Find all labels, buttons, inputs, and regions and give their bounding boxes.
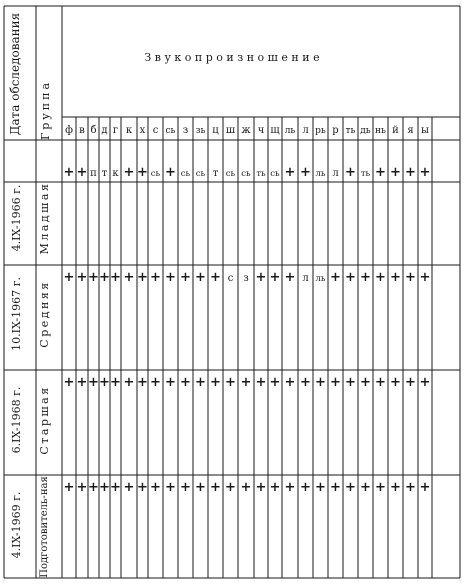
sound-header-cell: зь [195, 126, 206, 136]
sound-header-cell: б [90, 125, 97, 136]
sound-pronunciation-title: З в у к о п р о и з н о ш е н и е [144, 51, 320, 64]
table-cell: с [227, 273, 234, 284]
sound-header-cell: я [407, 125, 414, 136]
table-cell: + [330, 375, 341, 390]
table-cell: + [405, 375, 416, 390]
sound-header-cell: л [302, 125, 309, 136]
table-cell: сь [270, 169, 280, 179]
table-cell: + [165, 270, 176, 285]
table-cell: + [330, 480, 341, 495]
date-column-header: Дата обследования [8, 12, 22, 136]
table-cell: + [419, 480, 431, 495]
sound-header-cell: х [139, 125, 146, 136]
table-cell: + [180, 480, 191, 495]
sound-header-cell: в [79, 125, 85, 136]
sound-header-cell: ф [65, 125, 73, 136]
table-cell: + [390, 165, 401, 180]
table-cell: + [360, 375, 371, 390]
table-cell: + [88, 270, 99, 285]
table-cell: + [300, 375, 311, 390]
table-cell: + [165, 480, 176, 495]
table-cell: сь [195, 169, 206, 179]
table-cell: + [375, 270, 386, 285]
table-cell: + [99, 480, 110, 495]
sound-header-cell: й [392, 125, 399, 136]
table-cell: + [110, 480, 121, 495]
table-cell: + [284, 165, 296, 180]
table-cell: + [345, 270, 356, 285]
row-group-3: Старшая [38, 385, 51, 455]
table-cell: + [110, 375, 121, 390]
table-cell: + [345, 165, 356, 180]
row-date-1: 4.IX-1966 г. [10, 184, 23, 252]
table-cell: + [390, 375, 401, 390]
table-cell: + [390, 270, 401, 285]
sound-header-cell: ц [212, 125, 219, 136]
table-cell: + [150, 480, 161, 495]
table-cell: + [210, 375, 221, 390]
table-cell: + [99, 270, 110, 285]
table-cell: + [180, 270, 191, 285]
table-cell: сь [225, 169, 236, 179]
table-cell: + [195, 480, 206, 495]
sound-header-cell: к [125, 125, 133, 136]
table-cell: + [375, 480, 386, 495]
table-cell: + [390, 480, 401, 495]
sound-header-cell: дь [360, 126, 371, 136]
table-cell: + [375, 375, 386, 390]
row-date-4: 4.IX-1969 г. [10, 491, 23, 559]
table-cell: + [137, 480, 148, 495]
table-cell: сь [180, 169, 191, 179]
table-cell: + [165, 165, 176, 180]
sound-header-cell: ж [241, 125, 251, 136]
table-cell: + [284, 480, 296, 495]
row-group-1: Младшая [38, 181, 51, 255]
table-cell: + [345, 375, 356, 390]
sound-header-cell: рь [315, 126, 326, 136]
table-cell: + [63, 165, 75, 180]
table-cell: ть [360, 169, 371, 179]
table-cell: + [405, 480, 416, 495]
table-cell: + [165, 375, 176, 390]
table-cell: + [405, 270, 416, 285]
table-cell: ль [315, 274, 326, 284]
table-cell: + [110, 270, 121, 285]
table-cell: + [180, 375, 191, 390]
table-cell: + [419, 270, 431, 285]
table-cell: + [137, 375, 148, 390]
table-cell: + [63, 375, 75, 390]
table-cell: + [123, 375, 135, 390]
table-cell: + [195, 270, 206, 285]
row-group-4: Подготовитель-ная [39, 476, 50, 578]
sound-header-cell: с [152, 125, 159, 136]
table-cell: + [63, 270, 75, 285]
sound-header-cell: ш [225, 125, 236, 136]
table-cell: т [212, 168, 219, 179]
table-cell: + [284, 270, 296, 285]
table-cell: + [255, 270, 267, 285]
table-cell: + [419, 375, 431, 390]
table-cell: + [195, 375, 206, 390]
table-cell: + [123, 165, 135, 180]
table-cell: + [255, 375, 267, 390]
table-cell: + [255, 480, 267, 495]
table-cell: + [88, 480, 99, 495]
table-cell: + [225, 375, 236, 390]
table-cell: + [76, 165, 88, 180]
group-column-header: Группа [39, 79, 52, 141]
sound-header-cell: р [332, 125, 339, 136]
table-cell: + [99, 375, 110, 390]
table-cell: + [76, 480, 88, 495]
table-cell: + [76, 375, 88, 390]
table-cell: + [419, 165, 431, 180]
row-group-2: Средняя [38, 280, 51, 348]
table-cell: ть [256, 169, 266, 179]
table-cell: + [269, 375, 281, 390]
sound-header-cell: нь [375, 126, 386, 136]
table-cell: + [150, 375, 161, 390]
table-cell: + [315, 375, 326, 390]
table-cell: + [123, 480, 135, 495]
table-cell: т [101, 168, 108, 179]
table-cell: + [375, 165, 386, 180]
table-cell: + [225, 480, 236, 495]
table-cell: + [210, 270, 221, 285]
table-cell: + [76, 270, 88, 285]
table-cell: + [240, 375, 252, 390]
table-cell: + [269, 480, 281, 495]
table-cell: + [210, 480, 221, 495]
table-cell: сь [241, 169, 251, 179]
sound-header-cell: ль [284, 126, 296, 136]
table-cell: + [240, 480, 252, 495]
table-cell: + [360, 270, 371, 285]
sound-header-cell: щ [270, 125, 280, 136]
sound-header-cell: ч [257, 125, 265, 136]
table-cell: + [315, 480, 326, 495]
table-cell: п [90, 168, 97, 179]
table-cell: ль [315, 169, 326, 179]
table-cell: + [137, 165, 148, 180]
sound-header-cell: г [112, 125, 119, 136]
table-cell: + [345, 480, 356, 495]
table-cell: + [269, 270, 281, 285]
table-cell: + [284, 375, 296, 390]
sound-header-cell: ы [421, 125, 429, 136]
table-cell: + [123, 270, 135, 285]
table-cell: + [330, 270, 341, 285]
table-cell: + [88, 375, 99, 390]
table-cell: к [112, 168, 119, 179]
sound-header-cell: з [182, 125, 189, 136]
table-cell: + [405, 165, 416, 180]
row-date-3: 6.IX-1968 г. [10, 386, 23, 454]
table-cell: + [150, 270, 161, 285]
table-cell: л [332, 168, 339, 179]
table-cell: л [302, 273, 309, 284]
table-cell: + [300, 480, 311, 495]
table-cell: + [300, 165, 311, 180]
row-date-2: 10.IX-1967 г. [10, 277, 23, 351]
sound-header-cell: сь [165, 126, 176, 136]
table-cell: з [243, 273, 249, 284]
table-cell: сь [150, 169, 161, 179]
sound-header-cell: ть [345, 126, 356, 136]
table-cell: + [137, 270, 148, 285]
table-cell: + [360, 480, 371, 495]
sound-header-cell: д [101, 125, 108, 136]
table-cell: + [63, 480, 75, 495]
